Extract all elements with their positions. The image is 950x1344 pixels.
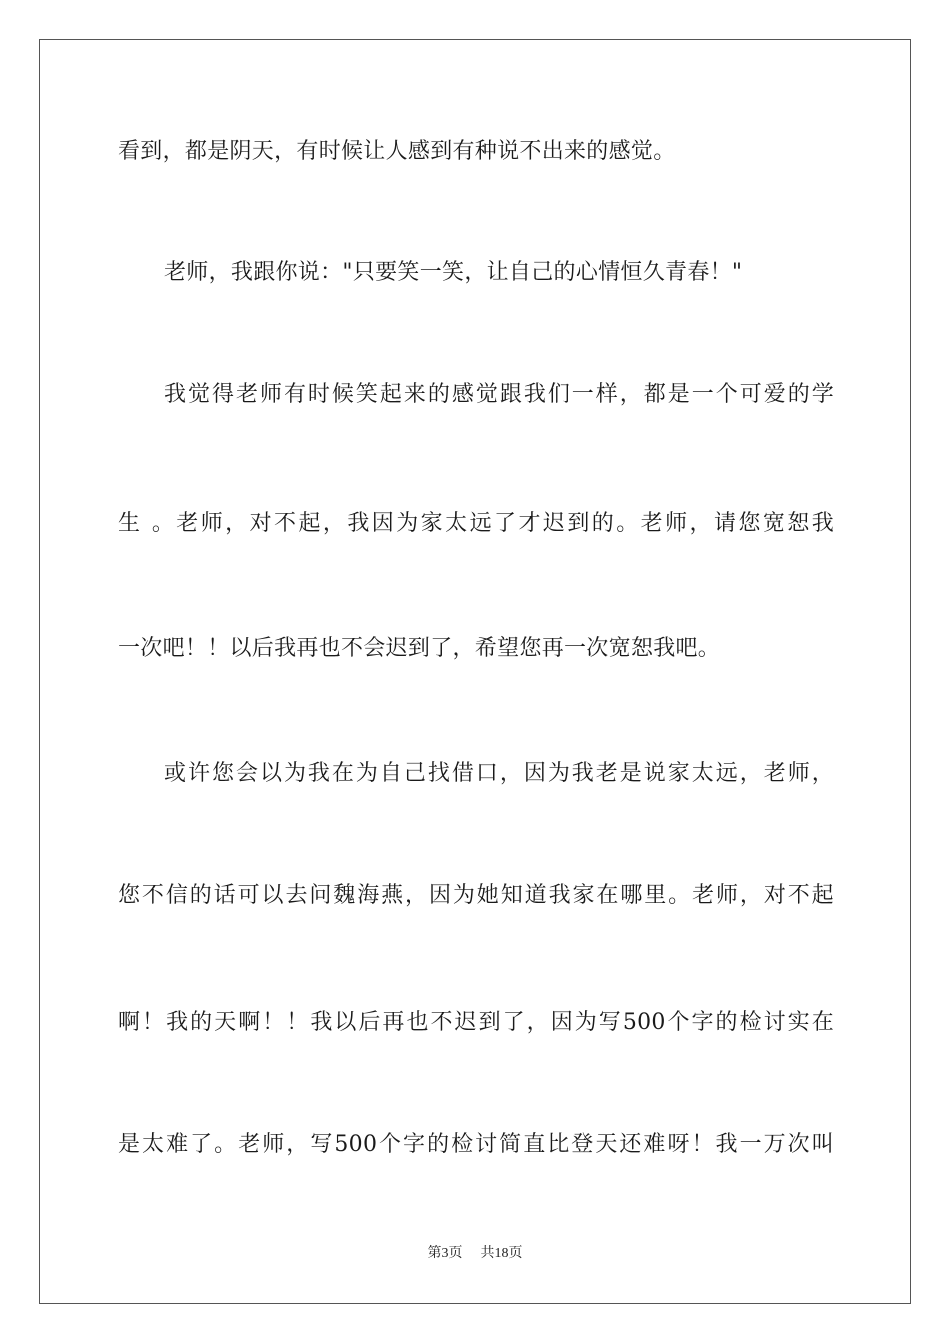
page-footer: [0, 1244, 950, 1264]
page-border: [39, 39, 911, 1304]
body-line-8: 啊！我的天啊！！我以后再也不迟到了，因为写500个字的检讨实在: [118, 1010, 834, 1035]
body-line-2: 老师，我跟你说："只要笑一笑，让自己的心情恒久青春！": [164, 260, 743, 285]
body-line-9: 是太难了。老师，写500个字的检讨简直比登天还难呀！我一万次叫: [118, 1132, 834, 1157]
body-line-7: 您不信的话可以去问魏海燕，因为她知道我家在哪里。老师，对不起: [118, 883, 834, 908]
body-line-6: 或许您会以为我在为自己找借口，因为我老是说家太远，老师，: [164, 761, 834, 786]
body-line-5: 一次吧！！以后我再也不会迟到了，希望您再一次宽恕我吧。: [118, 636, 721, 661]
body-line-1: 看到，都是阴天，有时候让人感到有种说不出来的感觉。: [118, 139, 676, 164]
body-line-3: 我觉得老师有时候笑起来的感觉跟我们一样，都是一个可爱的学: [164, 382, 834, 407]
page-number-current: 第3页: [427, 1246, 463, 1261]
body-line-4: 生 。老师，对不起，我因为家太远了才迟到的。老师，请您宽恕我: [118, 511, 834, 536]
page-number-total: 共18页: [480, 1246, 523, 1261]
